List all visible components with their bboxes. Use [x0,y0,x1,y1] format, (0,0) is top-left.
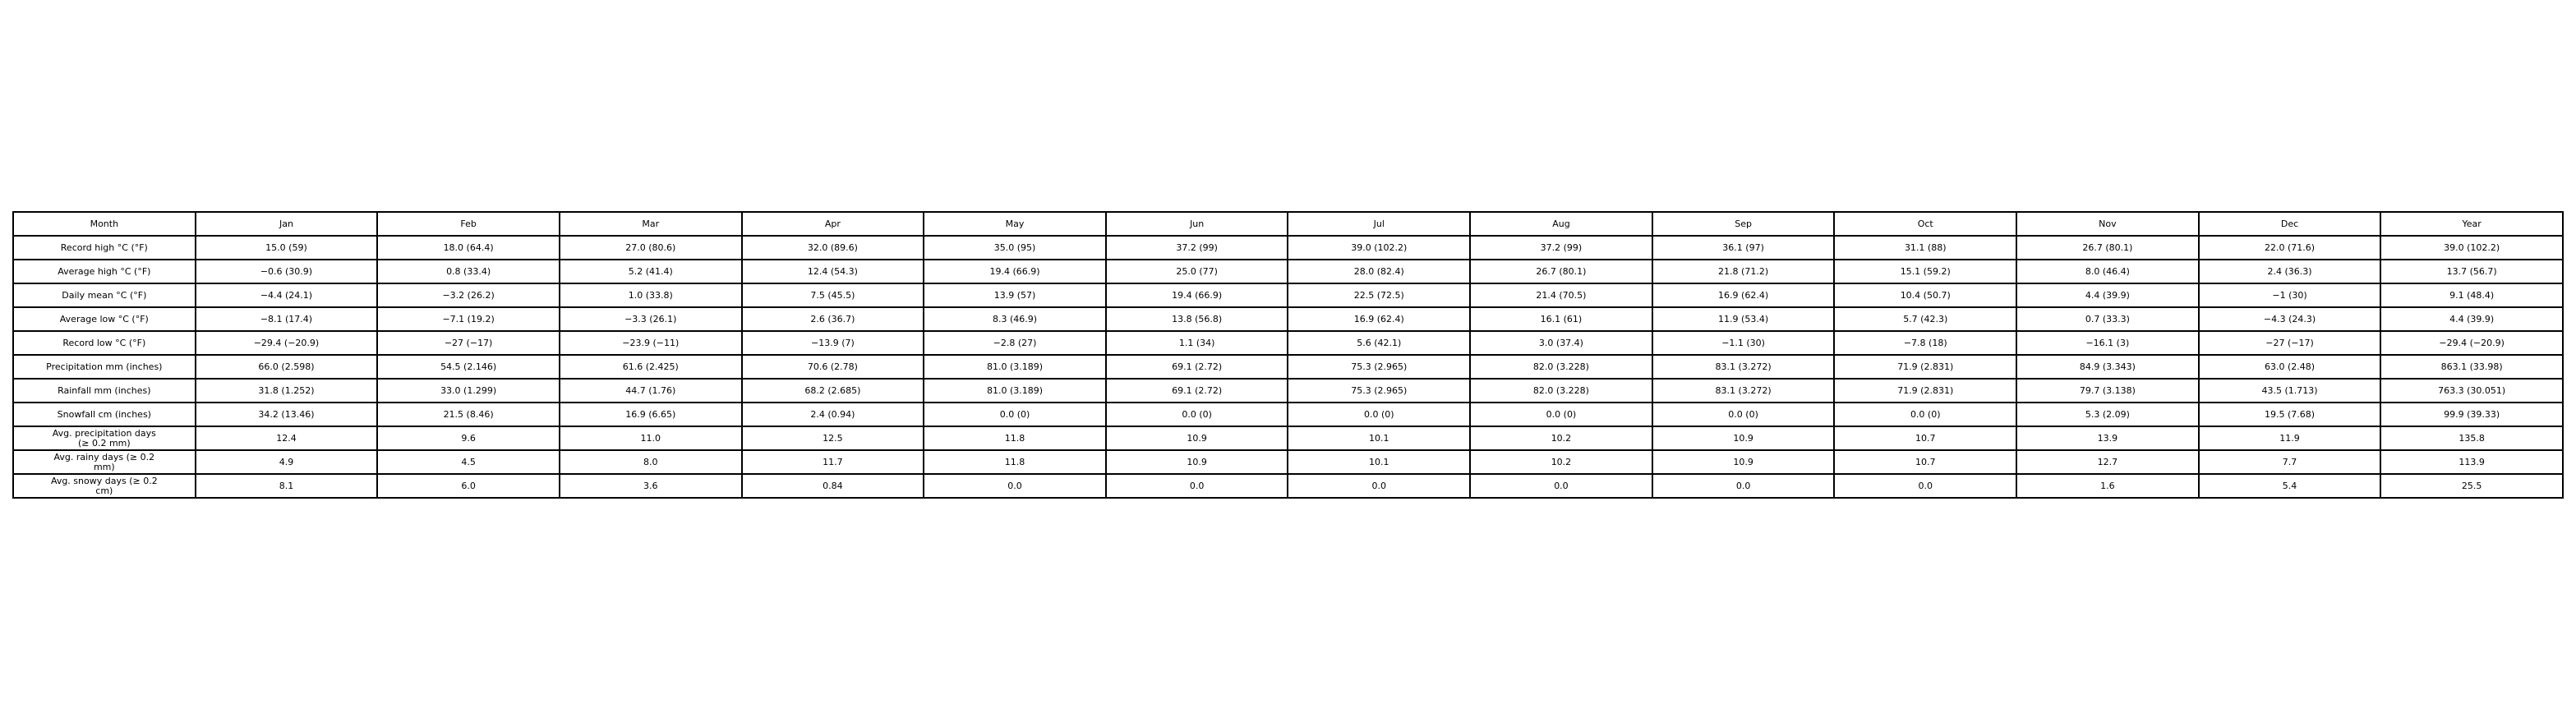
table-cell: −3.2 (26.2) [377,283,560,307]
table-cell: −8.1 (17.4) [196,307,378,331]
table-cell: 21.8 (71.2) [1652,260,1835,283]
table-cell: 4.4 (39.9) [2380,307,2563,331]
table-cell: 66.0 (2.598) [196,355,378,379]
table-cell: 39.0 (102.2) [2380,236,2563,260]
table-cell: 15.0 (59) [196,236,378,260]
column-header: Mar [560,212,742,236]
table-row [13,379,2563,403]
table-cell: 13.8 (56.8) [1106,307,1288,331]
column-header: May [924,212,1106,236]
table-cell: 11.7 [742,450,924,474]
column-header: Jun [1106,212,1288,236]
column-header: Aug [1470,212,1652,236]
climate-table [12,211,2564,499]
table-cell: 11.8 [924,426,1106,450]
table-cell: 0.0 [1106,474,1288,498]
table-cell: 19.4 (66.9) [924,260,1106,283]
column-header: Nov [2016,212,2199,236]
table-cell: 11.0 [560,426,742,450]
table-cell: −7.8 (18) [1834,331,2016,355]
table-cell: 37.2 (99) [1470,236,1652,260]
column-header: Apr [742,212,924,236]
table-cell: 37.2 (99) [1106,236,1288,260]
table-cell: 3.6 [560,474,742,498]
table-cell: 82.0 (3.228) [1470,379,1652,403]
table-cell: 12.4 (54.3) [742,260,924,283]
table-cell: 75.3 (2.965) [1288,355,1470,379]
table-cell: 61.6 (2.425) [560,355,742,379]
table-cell: 27.0 (80.6) [560,236,742,260]
table-cell: −1.1 (30) [1652,331,1835,355]
table-cell: 0.0 (0) [1834,403,2016,426]
table-cell: 26.7 (80.1) [2016,236,2199,260]
table-cell: 0.0 (0) [1106,403,1288,426]
table-cell: 16.9 (62.4) [1652,283,1835,307]
table-cell: 34.2 (13.46) [196,403,378,426]
row-label: Record low °C (°F) [13,331,196,355]
table-cell: 5.2 (41.4) [560,260,742,283]
table-cell: −29.4 (−20.9) [2380,331,2563,355]
table-cell: 5.3 (2.09) [2016,403,2199,426]
table-cell: 5.7 (42.3) [1834,307,2016,331]
table-cell: 135.8 [2380,426,2563,450]
table-cell: −4.3 (24.3) [2199,307,2381,331]
table-cell: 863.1 (33.98) [2380,355,2563,379]
table-cell: 15.1 (59.2) [1834,260,2016,283]
table-cell: 0.0 [1288,474,1470,498]
table-row [13,474,2563,498]
table-cell: −2.8 (27) [924,331,1106,355]
table-cell: 12.7 [2016,450,2199,474]
table-cell: 84.9 (3.343) [2016,355,2199,379]
table-body [13,236,2563,498]
table-cell: 7.5 (45.5) [742,283,924,307]
table-cell: 4.5 [377,450,560,474]
table-cell: 31.1 (88) [1834,236,2016,260]
table-cell: 0.7 (33.3) [2016,307,2199,331]
table-cell: 0.0 (0) [1288,403,1470,426]
table-cell: 21.4 (70.5) [1470,283,1652,307]
table-row [13,450,2563,474]
table-row [13,331,2563,355]
table-cell: 22.5 (72.5) [1288,283,1470,307]
table-cell: −4.4 (24.1) [196,283,378,307]
column-header: Feb [377,212,560,236]
table-cell: −0.6 (30.9) [196,260,378,283]
table-row [13,307,2563,331]
row-label: Rainfall mm (inches) [13,379,196,403]
table-cell: 1.0 (33.8) [560,283,742,307]
table-cell: 11.9 (53.4) [1652,307,1835,331]
column-header: Sep [1652,212,1835,236]
table-row [13,260,2563,283]
row-label: Record high °C (°F) [13,236,196,260]
table-cell: 12.4 [196,426,378,450]
table-cell: 19.4 (66.9) [1106,283,1288,307]
table-cell: 81.0 (3.189) [924,355,1106,379]
table-cell: 10.2 [1470,426,1652,450]
table-cell: 10.7 [1834,450,2016,474]
table-cell: 69.1 (2.72) [1106,379,1288,403]
table-cell: 1.6 [2016,474,2199,498]
table-cell: 4.4 (39.9) [2016,283,2199,307]
table-cell: 11.9 [2199,426,2381,450]
table-cell: 2.6 (36.7) [742,307,924,331]
table-cell: 763.3 (30.051) [2380,379,2563,403]
table-cell: 2.4 (0.94) [742,403,924,426]
table-cell: 75.3 (2.965) [1288,379,1470,403]
row-label: Precipitation mm (inches) [13,355,196,379]
column-header: Jan [196,212,378,236]
row-label: Daily mean °C (°F) [13,283,196,307]
table-cell: 12.5 [742,426,924,450]
table-cell: 83.1 (3.272) [1652,355,1835,379]
table-cell: 11.8 [924,450,1106,474]
table-cell: 0.0 [924,474,1106,498]
table-cell: −27 (−17) [2199,331,2381,355]
table-cell: 81.0 (3.189) [924,379,1106,403]
table-cell: 71.9 (2.831) [1834,379,2016,403]
table-cell: 69.1 (2.72) [1106,355,1288,379]
table-cell: −16.1 (3) [2016,331,2199,355]
table-cell: 6.0 [377,474,560,498]
table-cell: 5.4 [2199,474,2381,498]
table-cell: 33.0 (1.299) [377,379,560,403]
table-cell: 71.9 (2.831) [1834,355,2016,379]
column-header: Month [13,212,196,236]
table-cell: 8.3 (46.9) [924,307,1106,331]
table-row [13,426,2563,450]
table-cell: 25.5 [2380,474,2563,498]
table-cell: 1.1 (34) [1106,331,1288,355]
table-cell: 9.1 (48.4) [2380,283,2563,307]
table-row [13,236,2563,260]
table-cell: −29.4 (−20.9) [196,331,378,355]
table-cell: 22.0 (71.6) [2199,236,2381,260]
table-cell: −13.9 (7) [742,331,924,355]
table-header-row [13,212,2563,236]
table-cell: 10.9 [1652,450,1835,474]
table-cell: 36.1 (97) [1652,236,1835,260]
table-row [13,283,2563,307]
row-label: Avg. rainy days (≥ 0.2 mm) [13,450,196,474]
table-cell: 21.5 (8.46) [377,403,560,426]
table-cell: 10.1 [1288,450,1470,474]
table-cell: 13.9 [2016,426,2199,450]
table-cell: −23.9 (−11) [560,331,742,355]
table-cell: 16.9 (62.4) [1288,307,1470,331]
table-cell: −7.1 (19.2) [377,307,560,331]
table-cell: 10.2 [1470,450,1652,474]
table-cell: 10.7 [1834,426,2016,450]
table-cell: 13.9 (57) [924,283,1106,307]
table-cell: 113.9 [2380,450,2563,474]
table-cell: 26.7 (80.1) [1470,260,1652,283]
table-cell: 0.84 [742,474,924,498]
table-cell: 5.6 (42.1) [1288,331,1470,355]
table-cell: 16.1 (61) [1470,307,1652,331]
table-cell: 32.0 (89.6) [742,236,924,260]
table-cell: 82.0 (3.228) [1470,355,1652,379]
table-cell: 8.1 [196,474,378,498]
table-cell: 8.0 [560,450,742,474]
table-cell: 4.9 [196,450,378,474]
column-header: Jul [1288,212,1470,236]
table-cell: 35.0 (95) [924,236,1106,260]
table-row [13,355,2563,379]
row-label: Snowfall cm (inches) [13,403,196,426]
row-label: Average low °C (°F) [13,307,196,331]
table-cell: 10.9 [1652,426,1835,450]
table-cell: −3.3 (26.1) [560,307,742,331]
table-cell: 0.0 (0) [1470,403,1652,426]
table-cell: 39.0 (102.2) [1288,236,1470,260]
table-cell: 25.0 (77) [1106,260,1288,283]
column-header: Oct [1834,212,2016,236]
table-cell: 0.0 (0) [1652,403,1835,426]
table-cell: 0.0 (0) [924,403,1106,426]
table-cell: 16.9 (6.65) [560,403,742,426]
table-cell: 43.5 (1.713) [2199,379,2381,403]
table-cell: 2.4 (36.3) [2199,260,2381,283]
table-cell: 9.6 [377,426,560,450]
column-header: Dec [2199,212,2381,236]
column-header: Year [2380,212,2563,236]
table-cell: 19.5 (7.68) [2199,403,2381,426]
table-cell: 10.9 [1106,450,1288,474]
table-cell: −27 (−17) [377,331,560,355]
table-cell: 3.0 (37.4) [1470,331,1652,355]
table-row [13,403,2563,426]
row-label: Avg. snowy days (≥ 0.2 cm) [13,474,196,498]
table-cell: 31.8 (1.252) [196,379,378,403]
table-cell: 70.6 (2.78) [742,355,924,379]
table-cell: 44.7 (1.76) [560,379,742,403]
row-label: Avg. precipitation days (≥ 0.2 mm) [13,426,196,450]
table-cell: −1 (30) [2199,283,2381,307]
table-cell: 10.4 (50.7) [1834,283,2016,307]
table-cell: 18.0 (64.4) [377,236,560,260]
table-cell: 8.0 (46.4) [2016,260,2199,283]
table-cell: 0.8 (33.4) [377,260,560,283]
table-cell: 13.7 (56.7) [2380,260,2563,283]
table-cell: 99.9 (39.33) [2380,403,2563,426]
table-cell: 10.9 [1106,426,1288,450]
table-cell: 28.0 (82.4) [1288,260,1470,283]
table-cell: 0.0 [1470,474,1652,498]
row-label: Average high °C (°F) [13,260,196,283]
table-cell: 83.1 (3.272) [1652,379,1835,403]
table-cell: 10.1 [1288,426,1470,450]
table-cell: 79.7 (3.138) [2016,379,2199,403]
table-cell: 54.5 (2.146) [377,355,560,379]
table-cell: 7.7 [2199,450,2381,474]
table-cell: 68.2 (2.685) [742,379,924,403]
table-cell: 0.0 [1652,474,1835,498]
table-cell: 63.0 (2.48) [2199,355,2381,379]
table-cell: 0.0 [1834,474,2016,498]
